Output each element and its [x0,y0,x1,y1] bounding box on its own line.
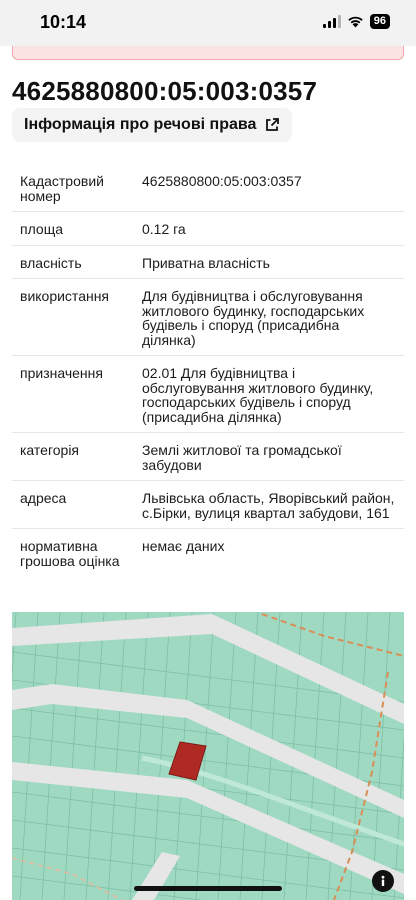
status-icons [323,14,390,29]
wifi-icon [347,15,364,28]
page-title: 4625880800:05:003:0357 [12,76,318,106]
detail-value: Землі житлової та громадської забудови [134,433,404,481]
table-row [12,529,404,577]
table-row [12,481,404,529]
detail-value: немає даних [134,529,404,577]
property-rights-button[interactable] [12,108,292,142]
detail-key: адреса [12,481,134,529]
detail-value: 02.01 Для будівництва і обслуговування житлового будинку, господарських будівель і споруд (присадибна ділянка) [134,356,404,433]
property-rights-button-label: Інформація про речові права [24,116,257,133]
cellular-signal-icon [323,15,341,28]
detail-value: 0.12 га [134,212,404,246]
status-time: 10:14 [40,12,87,32]
map-canvas[interactable] [12,612,404,900]
table-row [12,212,404,246]
table-row [12,245,404,279]
table-row [12,279,404,356]
table-row [12,356,404,433]
detail-key: призначення [12,356,134,433]
battery-icon: 96 [370,14,390,29]
home-indicator[interactable] [134,886,282,891]
detail-key: використання [12,279,134,356]
alert-banner [12,46,404,60]
map-info-button[interactable] [372,870,394,892]
detail-key: нормативна грошова оцінка [12,529,134,577]
detail-key: категорія [12,433,134,481]
detail-value: Львівська область, Яворівський район, с.Бірки, вулиця квартал забудови, 161 [134,481,404,529]
detail-key: Кадастровий номер [20,173,104,204]
detail-value: 4625880800:05:003:0357 [142,173,302,189]
detail-value: Приватна власність [134,245,404,279]
cadastral-map[interactable] [12,612,404,900]
detail-key: площа [12,212,134,246]
parcel-details-table [12,164,404,576]
external-link-icon [264,117,280,133]
detail-key: власність [12,245,134,279]
detail-value: Для будівництва і обслуговування житлового будинку, господарських будівель і споруд (присадибна ділянка) [134,279,404,356]
status-bar [0,0,416,46]
table-row [12,164,404,212]
table-row [12,433,404,481]
info-icon [377,875,389,887]
